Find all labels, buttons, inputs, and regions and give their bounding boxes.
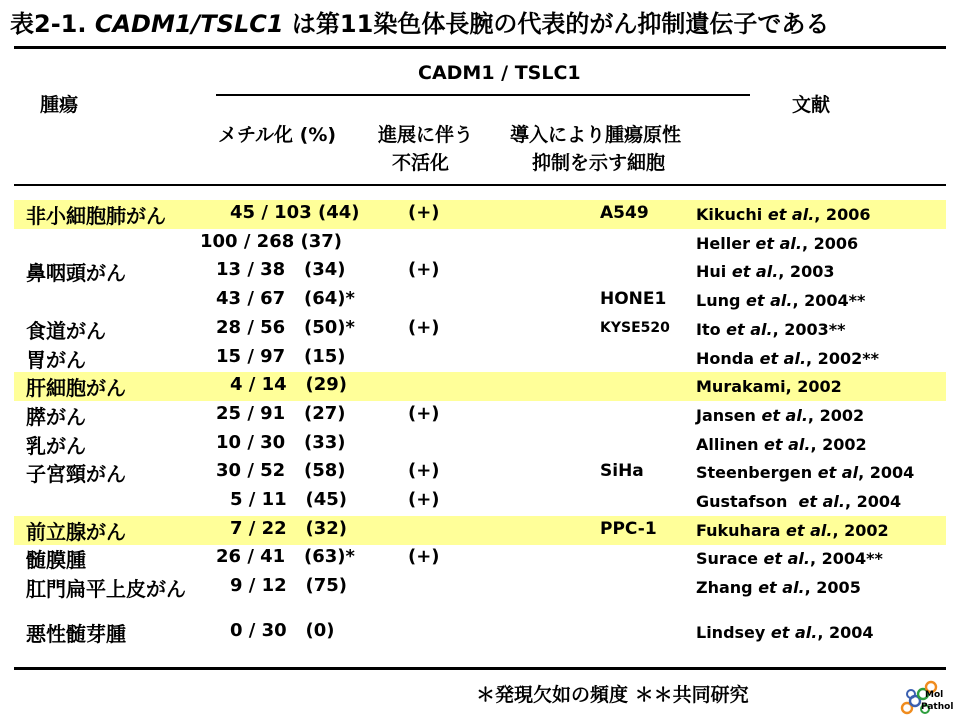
row-reference <box>696 521 889 540</box>
row-methylation: 15 / 97 (15) <box>216 345 346 367</box>
reference-etal: et al <box>817 463 859 483</box>
reference-author: Jansen <box>696 405 762 425</box>
reference-author: Surace <box>696 549 764 569</box>
row-inactivation: (+) <box>408 546 440 568</box>
row-reference <box>696 262 834 281</box>
reference-author: Fukuhara <box>696 520 786 540</box>
reference-year: , 2004** <box>809 549 883 569</box>
reference-author: Gustafson <box>696 492 799 511</box>
reference-etal: et al. <box>755 233 802 253</box>
reference-author: Murakami, 2002 <box>696 377 842 397</box>
row-reference <box>696 205 870 224</box>
header-tumor: 腫瘍 <box>40 94 79 116</box>
row-tumor: 肛門扁平上皮がん <box>26 577 186 602</box>
row-tumor: 肝細胞がん <box>26 376 126 401</box>
top-rule <box>14 46 946 49</box>
row-methylation: 26 / 41 (63)* <box>216 546 355 568</box>
reference-year: , 2002 <box>832 520 889 540</box>
reference-etal: et al. <box>759 348 807 368</box>
row-inactivation: (+) <box>408 316 440 338</box>
reference-author: Allinen <box>696 434 765 454</box>
row-reference <box>696 492 901 511</box>
row-tumor: 悪性髄芽腫 <box>26 621 126 646</box>
reference-year: , 2005 <box>804 578 861 598</box>
bottom-rule <box>14 667 946 670</box>
reference-etal: et al. <box>761 405 808 425</box>
row-tumor: 鼻咽頭がん <box>26 261 126 286</box>
row-reference <box>696 578 861 597</box>
reference-author: Kikuchi <box>696 205 768 224</box>
row-tumor: 前立腺がん <box>26 519 126 544</box>
row-methylation: 9 / 12 (75) <box>230 575 347 597</box>
row-methylation: 0 / 30 (0) <box>230 619 335 641</box>
row-reference <box>696 463 914 482</box>
header-inactivation-2: 不活化 <box>392 152 450 174</box>
row-reference <box>696 406 864 425</box>
row-reference <box>696 549 883 568</box>
reference-author: Heller <box>696 233 756 253</box>
row-inactivation: (+) <box>408 259 440 281</box>
reference-year: , 2002** <box>806 348 879 368</box>
reference-year: , 2004** <box>792 291 866 311</box>
logo-text-pathol: Pathol <box>921 702 954 712</box>
row-methylation: 5 / 11 (45) <box>230 489 347 510</box>
reference-year: , 2006 <box>801 233 859 253</box>
header-bottom-rule <box>14 184 946 186</box>
row-methylation: 30 / 52 (58) <box>216 460 346 482</box>
row-inactivation: (+) <box>408 202 440 223</box>
reference-year: , 2003 <box>778 262 835 282</box>
header-methylation: メチル化 (%) <box>218 124 337 146</box>
reference-author: Steenbergen <box>696 463 818 483</box>
header-suppression-2: 抑制を示す細胞 <box>532 152 666 174</box>
row-reference <box>696 234 858 253</box>
header-inactivation-1: 進展に伴う <box>378 124 474 146</box>
header-cadm1-group: CADM1 / TSLC1 <box>418 62 581 84</box>
row-reference <box>696 377 842 396</box>
reference-year: , 2004 <box>844 492 902 511</box>
row-inactivation: (+) <box>408 460 440 482</box>
reference-author: Lindsey <box>696 622 771 642</box>
row-cell-line: KYSE520 <box>600 319 670 336</box>
reference-year: , 2004 <box>858 463 915 483</box>
row-cell-line: HONE1 <box>600 289 667 310</box>
reference-etal: et al. <box>726 319 773 339</box>
header-reference: 文献 <box>792 94 831 116</box>
footnote: ＊発現欠如の頻度 ＊＊共同研究 <box>476 684 749 706</box>
row-methylation: 100 / 268 (37) <box>200 230 343 252</box>
row-reference <box>696 435 867 454</box>
reference-author: Ito <box>696 319 727 339</box>
row-cell-line: A549 <box>600 203 649 223</box>
reference-etal: et al. <box>731 262 779 282</box>
logo-text-mol: Mol <box>925 690 944 700</box>
row-tumor: 胃がん <box>26 347 86 372</box>
reference-etal: et al. <box>758 578 805 598</box>
reference-etal: et al. <box>764 434 811 454</box>
row-reference <box>696 623 874 642</box>
reference-etal: et al. <box>767 205 815 224</box>
row-methylation: 28 / 56 (50)* <box>216 316 355 338</box>
row-tumor: 非小細胞肺がん <box>26 204 166 228</box>
reference-author: Honda <box>696 348 760 368</box>
reference-year: , 2003** <box>772 319 846 339</box>
reference-author: Zhang <box>696 578 759 598</box>
header-suppression-1: 導入により腫瘍原性 <box>510 124 682 146</box>
reference-author: Hui <box>696 262 732 282</box>
row-tumor: 髄膜腫 <box>26 548 86 573</box>
row-methylation: 45 / 103 (44) <box>230 202 360 223</box>
reference-etal: et al. <box>746 291 793 311</box>
row-tumor: 乳がん <box>26 433 86 458</box>
reference-etal: et al. <box>763 549 810 569</box>
row-reference <box>696 320 846 339</box>
reference-year: , 2002 <box>810 434 867 454</box>
reference-etal: et al. <box>786 520 833 540</box>
row-methylation: 25 / 91 (27) <box>216 402 346 424</box>
row-inactivation: (+) <box>408 489 440 510</box>
row-tumor: 食道がん <box>26 318 106 343</box>
row-cell-line: SiHa <box>600 461 644 482</box>
row-methylation: 10 / 30 (33) <box>216 431 346 453</box>
row-cell-line: PPC-1 <box>600 518 657 539</box>
reference-author: Lung <box>696 291 746 311</box>
row-inactivation: (+) <box>408 402 440 424</box>
reference-year: , 2004 <box>817 622 874 642</box>
row-reference <box>696 291 865 310</box>
row-reference <box>696 349 879 368</box>
reference-year: , 2006 <box>814 205 871 224</box>
row-methylation: 13 / 38 (34) <box>216 259 346 281</box>
header-group-rule <box>216 94 750 96</box>
row-methylation: 7 / 22 (32) <box>230 517 347 539</box>
page-title: 表2-1. CADM1/TSLC1 は第11染色体長腕の代表的がん抑制遺伝子である <box>10 10 830 38</box>
row-tumor: 子宮頸がん <box>26 462 126 487</box>
reference-etal: et al. <box>798 492 845 511</box>
reference-etal: et al. <box>770 622 818 642</box>
row-methylation: 43 / 67 (64)* <box>216 288 355 310</box>
row-methylation: 4 / 14 (29) <box>230 374 347 396</box>
reference-year: , 2002 <box>807 405 865 425</box>
row-tumor: 膵がん <box>26 404 86 429</box>
